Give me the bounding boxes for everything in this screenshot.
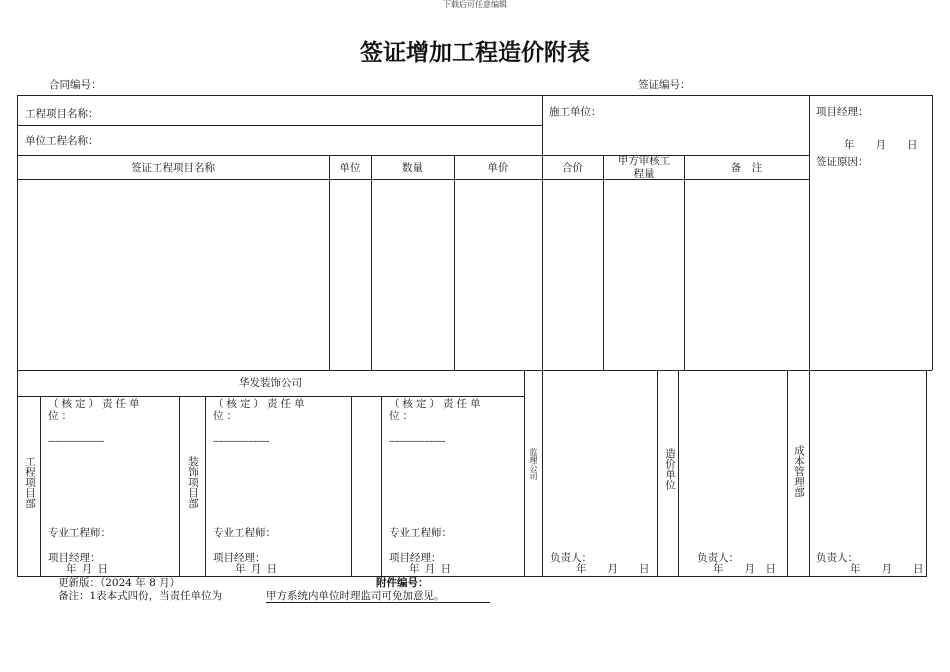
col-divider xyxy=(678,370,679,576)
visa-no-label: 签证编号： xyxy=(638,79,691,91)
person-in-charge-label: 负责人： xyxy=(816,552,858,564)
dept-engineering: 工程项目部 xyxy=(24,456,36,509)
col-divider xyxy=(179,396,180,576)
col-divider xyxy=(371,155,372,370)
col-header-item-name: 签证工程项目名称 xyxy=(131,162,215,174)
signature-line: ---------------------- xyxy=(48,437,104,447)
remark-prefix: 备注：1表本式四份，当责任单位为 xyxy=(58,590,223,602)
version-text: 更新版：（2024 年 8 月） xyxy=(58,577,181,589)
pm-label: 项目经理： xyxy=(48,552,101,564)
top-note: 下载后可任意编辑 xyxy=(443,0,507,9)
col-header-quantity: 数量 xyxy=(402,162,423,174)
col-divider xyxy=(524,370,525,576)
table-top-border xyxy=(17,95,932,96)
date-text: 年 月 日 xyxy=(235,563,279,575)
page-title: 签证增加工程造价附表 xyxy=(360,39,590,66)
col-divider xyxy=(381,396,382,576)
col-divider xyxy=(809,95,810,577)
row-divider xyxy=(17,396,524,397)
date-text: 年 月 日 xyxy=(66,563,110,575)
dept-cost-unit: 造价单位 xyxy=(664,448,676,490)
responsible-unit-label: （核定）责任单位： xyxy=(48,398,143,422)
signature-line: ---------------------- xyxy=(389,437,445,447)
col-divider xyxy=(657,370,658,576)
pro-engineer-label: 专业工程师： xyxy=(389,527,452,539)
col-header-unit: 单位 xyxy=(339,162,361,174)
row-divider xyxy=(17,125,542,126)
constructor-label: 施工单位： xyxy=(549,106,602,118)
visa-reason-label: 签证原因： xyxy=(816,156,869,168)
unit-project-label: 单位工程名称： xyxy=(25,135,99,147)
row-divider xyxy=(17,179,809,180)
col-header-audit-qty: 甲方审核工程量 xyxy=(617,155,671,180)
col-divider xyxy=(40,396,41,576)
pm-label: 项目经理： xyxy=(389,552,442,564)
col-divider xyxy=(603,155,604,370)
col-header-remark: 备 注 xyxy=(730,162,763,174)
project-name-label: 工程项目名称： xyxy=(25,108,99,120)
row-divider xyxy=(17,155,809,156)
dept-supervision: 监理公司 xyxy=(529,448,538,480)
col-divider xyxy=(351,396,352,576)
date-text: 年 月 日 xyxy=(409,563,453,575)
date-text: 年 月 日 xyxy=(576,563,650,575)
col-divider xyxy=(542,95,543,370)
attachment-label: 附件编号： xyxy=(376,577,429,589)
col-divider xyxy=(926,370,927,576)
dept-cost-mgmt: 成本管理部 xyxy=(793,445,805,498)
col-divider xyxy=(787,370,788,576)
date-text: 年 月 日 xyxy=(713,563,776,575)
signature-line: ---------------------- xyxy=(213,437,269,447)
table-right-border xyxy=(932,95,933,370)
pm-label: 项目经理： xyxy=(213,552,266,564)
person-in-charge-label: 负责人： xyxy=(697,552,739,564)
col-divider xyxy=(205,396,206,576)
company-name: 华发装饰公司 xyxy=(239,377,302,389)
responsible-unit-label: （核定）责任单位： xyxy=(213,398,308,422)
remark-underlined: 甲方系统内单位时理监司可免加意见。 xyxy=(266,590,490,603)
pm-label: 项目经理： xyxy=(816,106,869,118)
responsible-unit-label: （核定）责任单位： xyxy=(389,398,484,422)
col-divider xyxy=(542,370,543,576)
row-divider xyxy=(17,370,932,371)
person-in-charge-label: 负责人： xyxy=(550,552,592,564)
col-divider xyxy=(329,155,330,370)
pm-date: 年 月 日 xyxy=(844,139,918,151)
pro-engineer-label: 专业工程师： xyxy=(48,527,111,539)
col-header-total: 合价 xyxy=(562,162,583,174)
pro-engineer-label: 专业工程师： xyxy=(213,527,276,539)
col-divider xyxy=(454,155,455,370)
date-text: 年 月 日 xyxy=(850,563,924,575)
col-header-unit-price: 单价 xyxy=(487,162,509,174)
contract-no-label: 合同编号： xyxy=(49,79,102,91)
dept-decoration: 装饰项目部 xyxy=(187,456,199,509)
col-divider xyxy=(684,155,685,370)
